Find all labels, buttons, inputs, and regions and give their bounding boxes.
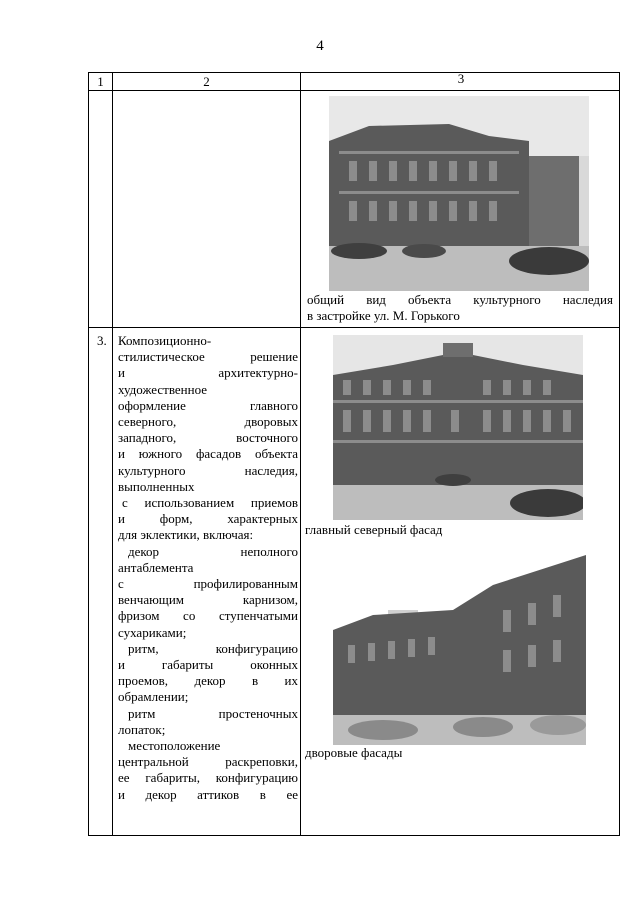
desc-line: антаблемента: [118, 559, 194, 575]
photo-courtyard-facades: [333, 555, 586, 745]
desc-line: ритм простеночных: [128, 705, 298, 721]
header-col-3: 3: [457, 71, 465, 86]
north-facade-image: [333, 335, 583, 520]
desc-line: венчающим карнизом,: [118, 592, 298, 608]
caption-general-view-line2: в застройке ул. М. Горького: [307, 308, 460, 323]
heritage-table: [88, 72, 620, 836]
desc-line: с использованием приемов: [122, 495, 298, 511]
desc-line: местоположение: [128, 738, 221, 754]
caption-courtyard-facades: дворовые фасады: [305, 745, 403, 760]
desc-line: фризом со ступенчатыми: [118, 608, 298, 624]
desc-line: обрамлении;: [118, 689, 189, 705]
row-number: 3.: [97, 333, 107, 348]
courtyard-facades-image: [333, 555, 586, 745]
header-col-1: 1: [97, 74, 104, 89]
desc-line: ее габариты, конфигурацию: [118, 770, 298, 786]
photo-north-facade: [333, 335, 583, 520]
desc-line: северного, дворовых: [118, 414, 298, 430]
desc-line: лопаток;: [118, 721, 166, 737]
col-divider-1: [112, 73, 113, 835]
desc-line: Композиционно-: [118, 333, 212, 348]
desc-line: художественное: [118, 381, 208, 397]
row-divider: [89, 327, 619, 328]
header-row-divider: [89, 90, 619, 91]
desc-line: и форм, характерных: [118, 511, 298, 527]
desc-line: культурного наследия,: [118, 462, 298, 478]
desc-line: сухариками;: [118, 624, 187, 640]
desc-line: стилистическое решение: [118, 349, 298, 365]
desc-line: и архитектурно-: [118, 365, 298, 381]
caption-north-facade: главный северный фасад: [305, 522, 443, 537]
desc-line: оформлениe главного: [118, 397, 298, 413]
photo-general-view: [329, 96, 589, 291]
desc-line: и южного фасадов объекта: [118, 446, 298, 462]
desc-line: декор неполного: [128, 543, 298, 559]
header-col-2: 2: [203, 74, 210, 89]
desc-line: выполненных: [118, 478, 195, 494]
desc-line: для эклектики, включая:: [118, 527, 254, 543]
col-divider-2: [300, 73, 301, 835]
page-number: 4: [316, 38, 324, 54]
caption-general-view-line1: общий вид объекта культурного наследия: [307, 292, 613, 307]
desc-line: ритм, конфигурацию: [128, 640, 298, 656]
desc-line: с профилированным: [118, 576, 298, 592]
desc-line: проемов, декор в их: [118, 673, 298, 689]
general-view-image: [329, 96, 589, 291]
desc-line: и декор аттиков в ее: [118, 786, 298, 802]
row-description: [118, 333, 298, 803]
desc-line: центральной раскреповки,: [118, 754, 298, 770]
desc-line: западного, восточного: [118, 430, 298, 446]
desc-line: и габариты оконных: [118, 657, 298, 673]
